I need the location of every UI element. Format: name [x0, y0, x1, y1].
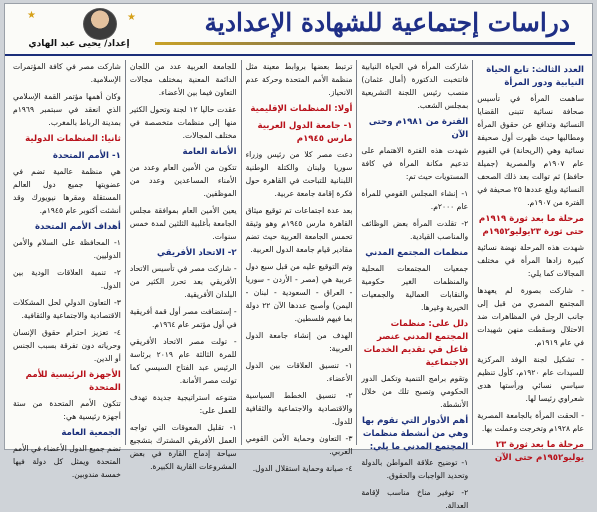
paragraph: شاركت المرأة في الحياة النيابية فانتخبت الدكتورة (أمال عثمان) منصب رئيس اللجنة التشريعية بمجلس الشعب. [361, 62, 469, 110]
section-heading: أولا: المنظمات الإقليمية [250, 104, 353, 114]
paragraph: عقدت حاليا ١٢ لجنة وتحول الكثير منها إلى منظمات متخصصة في مختلف المجالات. [129, 105, 237, 140]
paragraph: ٢- تقلدت المرأة بعض الوظائف والمناصب القيادية. [361, 219, 469, 241]
article-column [125, 60, 241, 471]
paragraph: - شاركت مصر في تأسيس الاتحاد الأفريقي بعد تحرر الكثير من البلدان الأفريقية. [129, 264, 237, 299]
section-heading: الأمانة العامة [182, 147, 237, 157]
paragraph: ٤- تعزيز احترام حقوق الإنسان وحرياته دون تفرقة بسبب الجنس أو الدين. [13, 328, 121, 363]
section-heading: ثانيا: المنظمات الدولية [25, 134, 121, 144]
paragraph: ١- إنشاء المجلس القومي للمرأة عام ٢٠٠٠م. [361, 189, 469, 211]
page-title: دراسات إجتماعية للشهادة الإعدادية [204, 8, 570, 37]
section-heading: دلل على: منظمات المجتمع المدني عنصر فاعل في تقديم الخدمات الاجتماعية [363, 319, 469, 368]
paragraph: - شاركت بصورة لم يعهدها المجتمع المصري من قبل إلى جانب الرجل في المظاهرات ضد الاحتلال وسقطت منهن شهيدات في عام ١٩١٩م. [477, 286, 584, 347]
paragraph: ١- المحافظة على السلام والأمن الدوليين. [13, 238, 121, 260]
paragraph: وكان أهمها مؤتمر القمة الإسلامي الذي انعقد في سبتمبر ١٩٦٩م بمدينة الرباط بالمغرب. [13, 92, 121, 127]
section-heading: منظمات المجتمع المدني [365, 248, 469, 258]
section-heading: مرحلة ما بعد ثورة ٢٣ يوليو١٩٥٢م حتى الآن [494, 440, 584, 463]
section-heading: أهم الأدوار التي تقوم بها وهي من أنشطة منظمات المجتمع المدني ما يلي: [362, 416, 469, 452]
paragraph: ٤- صيانة وحماية استقلال الدول. [252, 464, 353, 473]
paragraph: ٣- التعاون الدولي لحل المشكلات الاقتصادية والاجتماعية والثقافية. [13, 298, 121, 320]
section-heading: العدد الثالث: تابع الحياة النيابية ودور المرأة [486, 65, 584, 88]
paragraph: ٢- توفير مناخ مناسب لإقامة العدالة. [361, 488, 469, 510]
title-underline [155, 42, 575, 45]
star-icon: ★ [127, 12, 136, 23]
author-photo-icon [83, 8, 117, 40]
paragraph: - تولت مصر الاتحاد الأفريقي للمرة الثالثة عام ٢٠١٩ برئاسة الرئيس عبد الفتاح السيسي كما تولت مصر الأمانة. [129, 337, 237, 385]
paragraph: تضم جميع الدول الأعضاء في الأمم المتحدة ويمثل كل دولة فيها خمسة مندوبين. [13, 444, 121, 479]
paragraph: هي منظمة عالمية تضم في عضويتها جميع دول العالم المستقلة ومقرها نيويورك وقد أنشئت أكتوبر عام ١٩٤٥م. [13, 167, 121, 215]
paragraph: ١- تقليل المعوقات التي تواجه العمل الأفريقي المشترك بتشجيع سياحة إدماج القارة في بعض المشروعات القارية الكبيرة. [129, 423, 237, 471]
paragraph: جمعيات المجتمعات المحلية والمنظمات الغير حكومية والنقابات العمالية والجمعيات الخيرية وغيرها. [361, 264, 469, 312]
paragraph: - الحقت المرأة بالجامعة المصرية عام ١٩٢٨م وتخرجت وعملت بها. [477, 411, 584, 433]
author-box [9, 6, 149, 52]
paragraph: شهدت هذه المرحلة نهضة نسائية كبيرة زادها المرأة في مختلف المجالات كما يلي: [477, 243, 584, 278]
paragraph: تتكون الأمم المتحدة من ستة أجهزة رئيسية هي: [13, 399, 121, 421]
article-column [472, 60, 588, 463]
section-heading: ١- الأمم المتحدة [52, 151, 121, 161]
paragraph: وتم التوقيع عليه من قبل سبع دول عربية هي (مصر - الأردن - سوريا - العراق - السعودية - لبنان - اليمن) وأصبح عددها الآن ٢٢ دولة بما فيهم فلسطين. [245, 262, 353, 323]
document-page [4, 3, 593, 510]
paragraph: - تشكيل لجنة الوفد المركزية للسيدات عام ١٩٢٠م، كأول تنظيم سياسي نسائي ورأستها هدى شعراوي رئيسا لها. [477, 355, 584, 403]
section-heading: ١- جامعة الدول العربية مارس ١٩٤٥م [257, 121, 353, 144]
paragraph: ساهمت المرأة في تأسيس صحافة نسائية تتبنى القضايا النسائية وتدافع عن حقوق المرأة ومطالبها حيث ظهرت أول صحيفة نسائية وهي (الريحانة) في الفيوم عام ١٩٠٧م والمصرية (جميلة حافظ) ثم توالت بعد ذلك الصحف النسائية وبلغ عددها ٢٥ صحيفة في الفترة من ١٩٠٧م. [477, 94, 585, 207]
section-heading: الجمعية العامة [61, 428, 121, 438]
article-column [241, 60, 357, 473]
paragraph: وتقوم برامج التنمية وتكمل الدور الحكومي وتصبح تلك من خلال الأنشطة. [361, 374, 469, 409]
paragraph: ٣- التعاون وحماية الأمن القومي العربي. [245, 434, 353, 456]
section-heading: الفترة من ١٩٨١م وحتى الآن [368, 117, 469, 140]
section-heading: ٢- الاتحاد الأفريقي [156, 248, 237, 258]
paragraph: شاركت مصر في كافة المؤتمرات الإسلامية. [13, 62, 121, 84]
paragraph: تتكون من الأمين العام وعدد من الأمناء المساعدين وعدد من الموظفين. [129, 163, 237, 198]
paragraph: للجامعة العربية عدد من اللجان الدائمة المعنية بمختلف مجالات التعاون فيما بين الأعضاء. [129, 62, 237, 97]
paragraph: ٢- تنمية العلاقات الودية بين الدول. [13, 268, 121, 290]
section-heading: الأجهزة الرئيسية للأمم المتحدة [25, 370, 121, 393]
article-column [9, 60, 125, 479]
paragraph: ترتبط بعضها بروابط معينة مثل منظمة الأمم المتحدة وحركة عدم الانحياز. [245, 62, 353, 97]
paragraph: ١- توضيح علاقة المواطن بالدولة وتحديد الواجبات والحقوق. [361, 458, 469, 480]
paragraph: يعين الأمين العام بموافقة مجلس الجامعة بأغلبية الثلثين لمدة خمس سنوات. [129, 206, 237, 241]
paragraph: بعد عدة اجتماعات تم توقيع ميثاق القاهرة مارس ١٩٤٥م وهو وثيقة تحمس الجامعة العربية حيث تضم مقادير قيام جامعة الدول العربية. [245, 206, 353, 254]
paragraph: متنوعه استراتيجية جديدة تهدف للعمل على: [129, 393, 237, 415]
paragraph: - إستضافت مصر أول قمة أفريقية في أول مؤتمر عام ١٩٦٤م. [129, 307, 237, 329]
paragraph: ٢- تنسيق الخطط السياسية والاقتصادية والاجتماعية والثقافية للدول. [245, 391, 353, 426]
author-name: إعداد/ يحيى عبد الهادي [28, 39, 130, 49]
paragraph: ١- تنسيق العلاقات بين الدول الأعضاء. [245, 361, 353, 383]
article-column [356, 60, 472, 510]
star-icon: ★ [27, 10, 36, 21]
section-heading: أهداف الأمم المتحدة [34, 222, 121, 232]
paragraph: شهدت هذه الفترة الاهتمام على تدعيم مكانة المرأة في كافة المستويات حيث تم: [361, 146, 469, 181]
paragraph: الهدف من إنشاء جامعة الدول العربية: [245, 331, 353, 353]
paragraph: دعت مصر كلا من رئيس وزراء سوريا ولبنان والكتلة الوطنية اللبنانية للتباحث في القاهرة حول فكرة إقامة جامعة عربية. [245, 150, 353, 198]
masthead [5, 4, 592, 56]
section-heading: مرحلة ما بعد ثورة ١٩١٩م حتى ثورة ٢٣يوليو١٩٥٢م [478, 214, 584, 237]
article-columns [9, 60, 588, 510]
